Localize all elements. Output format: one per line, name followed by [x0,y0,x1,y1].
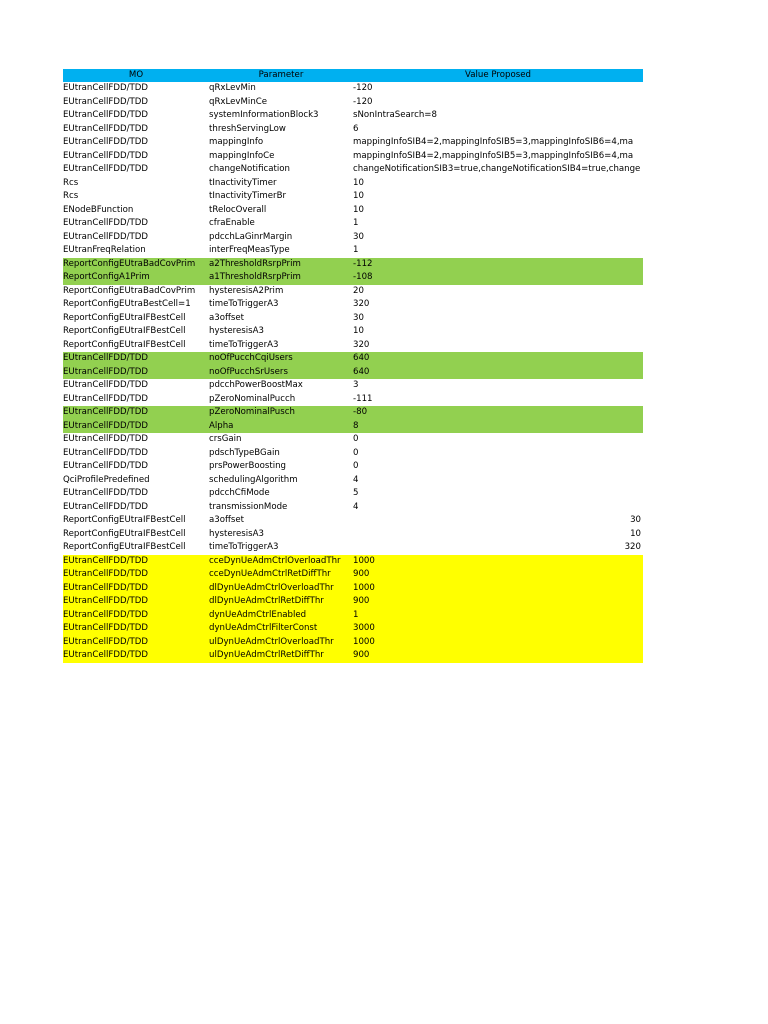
cell-value-proposed: 10 [353,326,364,336]
cell-parameter: tInactivityTimer [209,177,277,188]
cell-mo: EUtranCellFDD/TDD [63,420,148,431]
cell-value-proposed: 1 [353,245,359,255]
cell-mo: EUtranCellFDD/TDD [63,137,148,147]
cell-value-proposed: 900 [353,650,370,660]
cell-value-proposed: 30 [353,231,364,242]
cell-mo: EUtranCellFDD/TDD [63,636,148,647]
cell-value-proposed: 30 [353,312,364,323]
cell-mo: ReportConfigEUtraBadCovPrim [63,285,196,296]
cell-mo: EUtranCellFDD/TDD [63,569,148,579]
cell-parameter: tRelocOverall [209,204,267,215]
cell-value-proposed: 4 [353,474,359,485]
table-row [63,582,643,596]
cell-parameter: cceDynUeAdmCtrlRetDiffThr [209,569,331,579]
cell-mo: EUtranCellFDD/TDD [63,447,148,458]
cell-value-proposed: 0 [353,461,359,471]
cell-value-proposed: sNonIntraSearch=8 [353,110,437,120]
cell-value-proposed: 320 [353,299,370,309]
cell-parameter: tInactivityTimerBr [209,191,287,201]
cell-value-proposed: -80 [353,407,368,417]
cell-value-proposed: -111 [353,393,373,404]
cell-parameter: crsGain [209,434,242,444]
cell-value-proposed: 30 [630,515,641,525]
cell-parameter: pdcchLaGinrMargin [209,231,293,242]
cell-mo: EUtranCellFDD/TDD [63,123,148,134]
cell-parameter: changeNotification [209,164,290,174]
cell-parameter: schedulingAlgorithm [209,474,298,485]
table-row [63,487,643,501]
cell-parameter: ulDynUeAdmCtrlOverloadThr [209,636,334,647]
cell-value-proposed: 0 [353,447,359,458]
table-row [63,379,643,393]
cell-mo: ReportConfigA1Prim [63,272,150,282]
cell-mo: Rcs [63,177,79,188]
cell-mo: EUtranCellFDD/TDD [63,393,148,404]
cell-parameter: ulDynUeAdmCtrlRetDiffThr [209,650,324,660]
cell-mo: EUtranCellFDD/TDD [63,555,148,566]
cell-parameter: threshServingLow [209,123,286,134]
table-row [63,325,643,339]
cell-value-proposed: 10 [353,204,364,215]
table-row [63,231,643,245]
cell-parameter: pZeroNominalPusch [209,407,295,417]
cell-parameter: a3offset [209,312,245,323]
table-row [63,649,643,663]
cell-mo: EUtranCellFDD/TDD [63,609,148,620]
cell-value-proposed: 10 [630,528,641,539]
cell-parameter: dynUeAdmCtrlFilterConst [209,623,318,633]
table-row [63,406,643,420]
cell-mo: EUtranCellFDD/TDD [63,231,148,242]
cell-parameter: pdschTypeBGain [209,447,280,458]
cell-mo: EUtranCellFDD/TDD [63,596,148,606]
cell-parameter: mappingInfoCe [209,150,275,161]
cell-parameter: hysteresisA2Prim [209,285,284,296]
table-row [63,298,643,312]
cell-parameter: dlDynUeAdmCtrlRetDiffThr [209,596,324,606]
cell-mo: EUtranCellFDD/TDD [63,501,148,512]
table-row [63,96,643,110]
cell-value-proposed: 5 [353,488,359,498]
table-row [63,109,643,123]
cell-parameter: timeToTriggerA3 [209,299,279,309]
cell-mo: EUtranCellFDD/TDD [63,96,148,107]
cell-parameter: a1ThresholdRsrpPrim [209,272,301,282]
table-row [63,541,643,555]
table-row [63,177,643,191]
table-row [63,474,643,488]
cell-parameter: pdcchCfiMode [209,488,270,498]
cell-mo: ReportConfigEUtraIFBestCell [63,339,186,350]
table-row [63,568,643,582]
cell-value-proposed: -120 [353,83,373,93]
table-row [63,285,643,299]
table-row [63,190,643,204]
cell-mo: EUtranCellFDD/TDD [63,164,148,174]
cell-mo: EUtranFreqRelation [63,245,146,255]
cell-value-proposed: 640 [353,353,370,363]
table-row [63,622,643,636]
cell-parameter: noOfPucchSrUsers [209,366,288,377]
table-row [63,150,643,164]
table-row [63,460,643,474]
cell-parameter: hysteresisA3 [209,528,264,539]
cell-mo: Rcs [63,191,79,201]
cell-value-proposed: 0 [353,434,359,444]
table-row [63,514,643,528]
table-row [63,528,643,542]
table-row [63,501,643,515]
cell-parameter: prsPowerBoosting [209,461,286,471]
table-row [63,312,643,326]
cell-parameter: noOfPucchCqiUsers [209,353,293,363]
table-row [63,433,643,447]
cell-parameter: a2ThresholdRsrpPrim [209,258,301,269]
cell-mo: ReportConfigEUtraIFBestCell [63,528,186,539]
table-row [63,82,643,96]
cell-value-proposed: 320 [624,542,641,552]
cell-mo: ReportConfigEUtraIFBestCell [63,312,186,323]
cell-value-proposed: 8 [353,420,359,431]
cell-parameter: dynUeAdmCtrlEnabled [209,609,307,620]
cell-parameter: pdcchPowerBoostMax [209,380,303,390]
parameter-table [63,69,643,663]
cell-mo: EUtranCellFDD/TDD [63,110,148,120]
cell-value-proposed: 1 [353,609,359,620]
cell-value-proposed: -120 [353,96,373,107]
cell-value-proposed: -108 [353,272,373,282]
cell-parameter: systemInformationBlock3 [209,110,319,120]
cell-mo: ReportConfigEUtraIFBestCell [63,542,186,552]
cell-parameter: qRxLevMin [209,83,256,93]
cell-value-proposed: 3 [353,380,359,390]
column-header-parameter: Parameter [258,70,304,80]
cell-value-proposed: mappingInfoSIB4=2,mappingInfoSIB5=3,mappingInfoSIB6=4,ma [353,137,634,147]
table-body [63,82,643,663]
cell-mo: EUtranCellFDD/TDD [63,650,148,660]
cell-value-proposed: mappingInfoSIB4=2,mappingInfoSIB5=3,mappingInfoSIB6=4,ma [353,150,634,161]
column-header-mo: MO [128,70,144,80]
cell-value-proposed: 3000 [353,623,375,633]
cell-value-proposed: 900 [353,569,370,579]
table-row [63,447,643,461]
table-row [63,217,643,231]
cell-value-proposed: 1000 [353,555,375,566]
cell-parameter: cceDynUeAdmCtrlOverloadThr [209,555,341,566]
cell-mo: EUtranCellFDD/TDD [63,582,148,593]
table-row [63,595,643,609]
table-row [63,555,643,569]
cell-parameter: hysteresisA3 [209,326,264,336]
table-row [63,339,643,353]
cell-value-proposed: 900 [353,596,370,606]
cell-parameter: qRxLevMinCe [209,96,268,107]
cell-parameter: timeToTriggerA3 [209,542,279,552]
cell-mo: EUtranCellFDD/TDD [63,380,148,390]
cell-mo: EUtranCellFDD/TDD [63,407,148,417]
cell-parameter: mappingInfo [209,137,264,147]
table-row [63,352,643,366]
table-row [63,204,643,218]
cell-mo: EUtranCellFDD/TDD [63,150,148,161]
table-row [63,393,643,407]
cell-mo: ReportConfigEUtraIFBestCell [63,515,186,525]
cell-value-proposed: 1 [353,218,359,228]
cell-mo: EUtranCellFDD/TDD [63,366,148,377]
cell-value-proposed: changeNotificationSIB3=true,changeNotificationSIB4=true,change [353,164,641,174]
cell-value-proposed: 1000 [353,582,375,593]
table-row [63,271,643,285]
cell-value-proposed: 10 [353,177,364,188]
table-row [63,123,643,137]
table-header-row [63,69,643,82]
cell-mo: EUtranCellFDD/TDD [63,623,148,633]
cell-parameter: dlDynUeAdmCtrlOverloadThr [209,582,334,593]
table-row [63,366,643,380]
table-row [63,244,643,258]
column-header-value-proposed: Value Proposed [465,70,531,80]
cell-parameter: interFreqMeasType [209,245,290,255]
cell-value-proposed: 1000 [353,636,375,647]
table-row [63,163,643,177]
table-row [63,636,643,650]
table-row [63,420,643,434]
cell-mo: ENodeBFunction [63,204,134,215]
table-row [63,609,643,623]
cell-mo: EUtranCellFDD/TDD [63,83,148,93]
cell-mo: EUtranCellFDD/TDD [63,218,148,228]
cell-value-proposed: 10 [353,191,364,201]
cell-parameter: pZeroNominalPucch [209,393,296,404]
cell-parameter: cfraEnable [209,218,255,228]
cell-mo: ReportConfigEUtraIFBestCell [63,326,186,336]
cell-value-proposed: -112 [353,258,373,269]
cell-value-proposed: 640 [353,366,370,377]
cell-mo: EUtranCellFDD/TDD [63,488,148,498]
cell-mo: ReportConfigEUtraBadCovPrim [63,258,196,269]
cell-mo: EUtranCellFDD/TDD [63,434,148,444]
cell-parameter: timeToTriggerA3 [209,339,279,350]
cell-parameter: transmissionMode [209,501,288,512]
table-row [63,258,643,272]
cell-parameter: a3offset [209,515,245,525]
cell-value-proposed: 6 [353,123,359,134]
cell-mo: EUtranCellFDD/TDD [63,353,148,363]
cell-value-proposed: 4 [353,501,359,512]
cell-value-proposed: 320 [353,339,370,350]
table-row [63,136,643,150]
cell-mo: EUtranCellFDD/TDD [63,461,148,471]
cell-mo: QciProfilePredefined [63,474,150,485]
cell-parameter: Alpha [209,420,234,431]
cell-value-proposed: 20 [353,285,364,296]
cell-mo: ReportConfigEUtraBestCell=1 [63,299,191,309]
